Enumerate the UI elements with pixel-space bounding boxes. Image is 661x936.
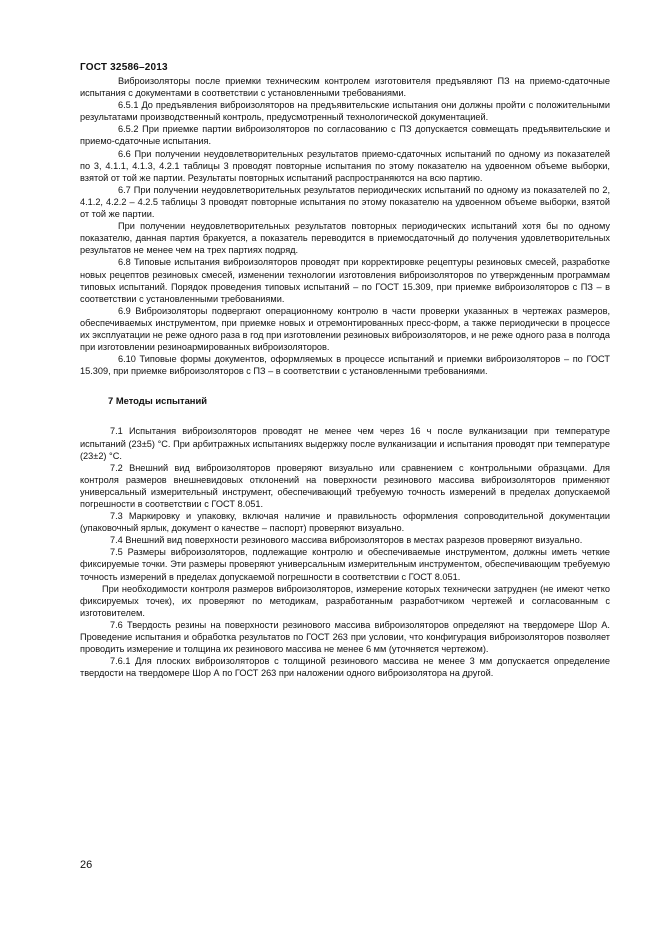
paragraph-7-2: 7.2 Внешний вид виброизоляторов проверяют визуально или сравнением с контрольными образцами. Для контроля размеров внешневидовых отклонений на поверхности резинового массива виброизоляторов применяют универсальный измерительный инструмент, обеспечивающий требуемую точность измерений в пределах допускаемой погрешности в соответствии с ГОСТ 8.051. bbox=[80, 462, 610, 509]
page-number: 26 bbox=[80, 859, 93, 871]
section-7-title: 7 Методы испытаний bbox=[108, 395, 207, 407]
paragraph-7-5-cont: При необходимости контроля размеров виброизоляторов, измерение которых технически затруднен (не имеют четко фиксируемых точек), их проверяют по методикам, разработанным разработчиком чертежей и согласованным с изготовителем. bbox=[80, 583, 610, 618]
document-body bbox=[80, 75, 610, 679]
paragraph-7-3: 7.3 Маркировку и упаковку, включая наличие и правильность оформления сопроводительной документации (упаковочный ярлык, документ о качестве – паспорт) проверяют визуально. bbox=[80, 511, 610, 534]
paragraph-6-9: 6.9 Виброизоляторы подвергают операционному контролю в части проверки указанных в чертежах размеров, обеспечиваемых инструментом, при приемке новых и отремонтированных пресс-форм, а также периодически в процессе их эксплуатации не реже одного раза в год при изготовлении резиновых виброизоляторов, и не реже одного раза в полгода при изготовлении резиноармированных виброизоляторов. bbox=[80, 305, 610, 353]
paragraph-6-7: 6.7 При получении неудовлетворительных результатов периодических испытаний по одному из показателей по 2, 4.1.2, 4.2.2 – 4.2.5 таблицы 3 проводят повторные испытания по этому показателю на удвоенном объеме выборки, взятой от той же партии. bbox=[80, 184, 610, 220]
document-id: ГОСТ 32586–2013 bbox=[80, 62, 168, 73]
paragraph-7-6-1: 7.6.1 Для плоских виброизоляторов с толщиной резинового массива не менее 3 мм допускается определение твердости на твердомере Шор А по ГОСТ 263 при наложении одного виброизолятора на другой. bbox=[80, 656, 610, 679]
paragraph-6-10: 6.10 Типовые формы документов, оформляемых в процессе испытаний и приемки виброизоляторов – по ГОСТ 15.309, при приемке виброизоляторов с ПЗ – в соответствии с установленными требованиями. bbox=[80, 354, 610, 377]
paragraph-6-5-2: 6.5.2 При приемке партии виброизоляторов по согласованию с ПЗ допускается совмещать предъявительские и приемо-сдаточные испытания. bbox=[80, 124, 610, 147]
paragraph-6-5-1: 6.5.1 До предъявления виброизоляторов на предъявительские испытания они должны пройти с положительными результатами производственный контроль, предусмотренный технологической документацией. bbox=[80, 100, 610, 123]
paragraph-7-5: 7.5 Размеры виброизоляторов, подлежащие контролю и обеспечиваемые инструментом, должны иметь четкие фиксируемые точки. Эти размеры проверяют универсальным измерительным инструментом, обеспечивающим требуемую точность измерений в пределах допускаемой погрешности в соответствии с ГОСТ 8.051. bbox=[80, 547, 610, 582]
paragraph-6-5-intro: Виброизоляторы после приемки техническим контролем изготовителя предъявляют ПЗ на приемо-сдаточные испытания с документами в соответствии с установленными требованиями. bbox=[80, 76, 610, 99]
paragraph-6-8: 6.8 Типовые испытания виброизоляторов проводят при корректировке рецептуры резиновых смесей, разработке новых рецептов резиновых смесей, изменении технологии изготовления виброизоляторов по утвержденным программам типовых испытаний. Порядок проведения типовых испытаний – по ГОСТ 15.309, при приемке виброизоляторов с ПЗ – в соответствии с установленными требованиями. bbox=[80, 257, 610, 304]
paragraph-7-1: 7.1 Испытания виброизоляторов проводят не менее чем через 16 ч после вулканизации при температуре испытаний (23±5) °С. При арбитражных испытаниях выдержку после вулканизации и испытания проводят при температуре (23±2) °С. bbox=[80, 426, 610, 461]
paragraph-6-7-cont: При получении неудовлетворительных результатов повторных периодических испытаний хотя бы по одному показателю, данная партия бракуется, а показатель переводится в приемосдаточный до получения удовлетворительных результатов не менее чем на трех партиях подряд. bbox=[80, 221, 610, 256]
paragraph-7-6: 7.6 Твердость резины на поверхности резинового массива виброизоляторов определяют на твердомере Шор А. Проведение испытания и обработка результатов по ГОСТ 263 при условии, что конфигурация виброизоляторов позволяет проводить измерение и толщина их резинового массива не менее 6 мм (уточняется чертежом). bbox=[80, 619, 610, 655]
paragraph-6-6: 6.6 При получении неудовлетворительных результатов приемо-сдаточных испытаний по одному из показателей по 3, 4.1.1, 4.1.3, 4.2.1 таблицы 3 проводят повторные испытания по этому показателю на удвоенном объеме выборки, взятой от той же партии. Результаты повторных испытаний распространяются на всю партию. bbox=[80, 148, 610, 183]
paragraph-7-4: 7.4 Внешний вид поверхности резинового массива виброизоляторов в местах разрезов проверяют визуально. bbox=[110, 535, 583, 546]
